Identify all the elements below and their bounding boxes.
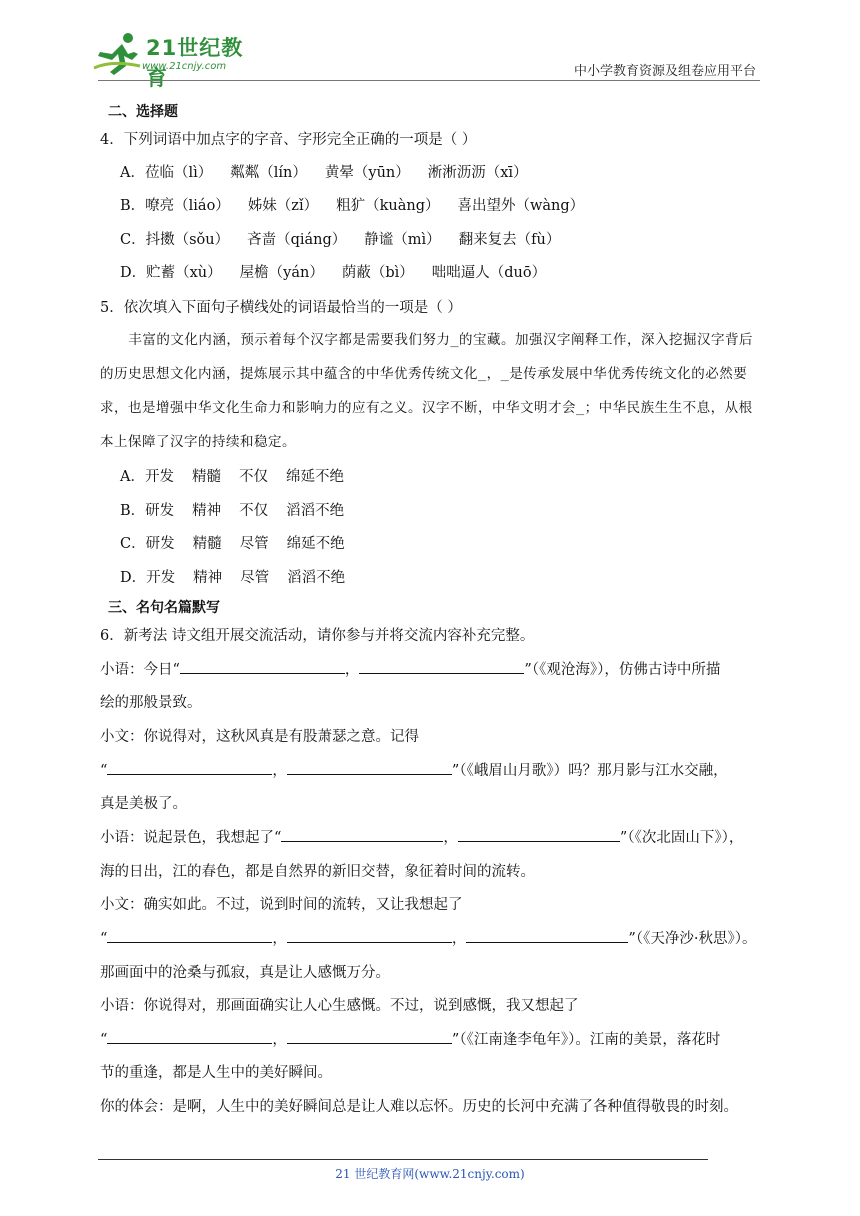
question-4-stem: 4．下列词语中加点字的字音、字形完全正确的一项是（ ） bbox=[100, 132, 477, 148]
logo-text: 21世纪教育 bbox=[146, 36, 244, 90]
answer-blank[interactable] bbox=[180, 659, 345, 674]
q5-option-a: A．开发 精髓 不仅 绵延不绝 bbox=[120, 469, 344, 485]
answer-blank[interactable] bbox=[281, 827, 443, 842]
header-divider bbox=[98, 80, 760, 81]
q6-line-4: “ ， ”（《峨眉山月歌》）吗？那月影与江水交融， bbox=[100, 759, 728, 780]
q5-passage: 丰富的文化内涵，预示着每个汉字都是需要我们努力_的宝藏。加强汉字阐释工作，深入挖掘汉字背后的历史思想文化内涵，提炼展示其中蕴含的中华优秀传统文化_，_是传承发展中华优秀传统文化的必然要求，也是增强中华文化生命力和影响力的应有之义。汉字不断，中华文明才会_；中华民族生生不息，从根本上保障了汉字的持续和稳定。 bbox=[100, 332, 753, 450]
q6-line-12: “ ， ”（《江南逢李龟年》）。江南的美景，落花时 bbox=[100, 1028, 720, 1049]
answer-blank[interactable] bbox=[107, 760, 272, 775]
q6-line-6: 小语：说起景色，我想起了“ ， ”（《次北固山下》）， bbox=[100, 826, 743, 847]
answer-blank[interactable] bbox=[107, 928, 272, 943]
answer-blank[interactable] bbox=[458, 827, 620, 842]
q5-option-d: D．开发 精神 尽管 滔滔不绝 bbox=[120, 570, 346, 586]
logo bbox=[92, 30, 262, 90]
logo-url: www.21cnjy.com bbox=[142, 61, 227, 72]
section-3-title: 三、名句名篇默写 bbox=[108, 600, 220, 616]
page-header bbox=[0, 0, 860, 90]
answer-blank[interactable] bbox=[287, 1029, 452, 1044]
q6-line-8: 小文：确实如此。不过，说到时间的流转，又让我想起了 bbox=[100, 897, 463, 913]
q6-line-13: 节的重逢，都是人生中的美好瞬间。 bbox=[100, 1065, 332, 1081]
answer-blank[interactable] bbox=[287, 928, 452, 943]
q6-line-11: 小语：你说得对，那画面确实让人心生感慨。不过，说到感慨，我又想起了 bbox=[100, 998, 579, 1014]
q6-line-14: 你的体会：是啊，人生中的美好瞬间总是让人难以忘怀。历史的长河中充满了各种值得敬畏的时刻。 bbox=[100, 1099, 738, 1115]
q6-line-5: 真是美极了。 bbox=[100, 796, 187, 812]
runner-logo-icon bbox=[92, 30, 144, 76]
q5-option-c: C．研发 精髓 尽管 绵延不绝 bbox=[120, 536, 345, 552]
footer-divider bbox=[98, 1159, 708, 1160]
q4-option-d: D．贮蓄（xù） 屋檐（yán） 荫蔽（bì） 咄咄逼人（duō） bbox=[120, 265, 547, 281]
q6-line-1: 小语：今日“ ， ”（《观沧海》），仿佛古诗中所描 bbox=[100, 658, 720, 679]
q4-option-c: C．抖擞（sǒu） 吝啬（qiáng） 静谧（mì） 翻来复去（fù） bbox=[120, 232, 561, 248]
question-6-stem: 6．新考法 诗文组开展交流活动，请你参与并将交流内容补充完整。 bbox=[100, 628, 535, 644]
q6-line-9: “ ， ， ”（《天净沙·秋思》）。 bbox=[100, 927, 756, 948]
platform-title: 中小学教育资源及组卷应用平台 bbox=[573, 64, 756, 79]
q4-option-a: A．莅临（lì） 粼粼（lín） 黄晕（yūn） 淅淅沥沥（xī） bbox=[120, 165, 528, 181]
footer-text: 21 世纪教育网(www.21cnjy.com) bbox=[335, 1167, 525, 1181]
answer-blank[interactable] bbox=[287, 760, 452, 775]
q6-line-7: 海的日出，江的春色，都是自然界的新旧交替，象征着时间的流转。 bbox=[100, 864, 535, 880]
q6-line-2: 绘的那般景致。 bbox=[100, 695, 202, 711]
question-5-stem: 5．依次填入下面句子横线处的词语最恰当的一项是（ ） bbox=[100, 300, 462, 316]
q4-option-b: B．嘹亮（liáo） 姊妹（zǐ） 粗犷（kuàng） 喜出望外（wàng） bbox=[120, 198, 585, 214]
q5-option-b: B．研发 精神 不仅 滔滔不绝 bbox=[120, 503, 345, 519]
answer-blank[interactable] bbox=[359, 659, 524, 674]
q6-line-10: 那画面中的沧桑与孤寂，真是让人感慨万分。 bbox=[100, 965, 390, 981]
answer-blank[interactable] bbox=[466, 928, 628, 943]
answer-blank[interactable] bbox=[107, 1029, 272, 1044]
section-2-title: 二、选择题 bbox=[108, 104, 178, 120]
q6-line-3: 小文：你说得对，这秋风真是有股萧瑟之意。记得 bbox=[100, 729, 419, 745]
